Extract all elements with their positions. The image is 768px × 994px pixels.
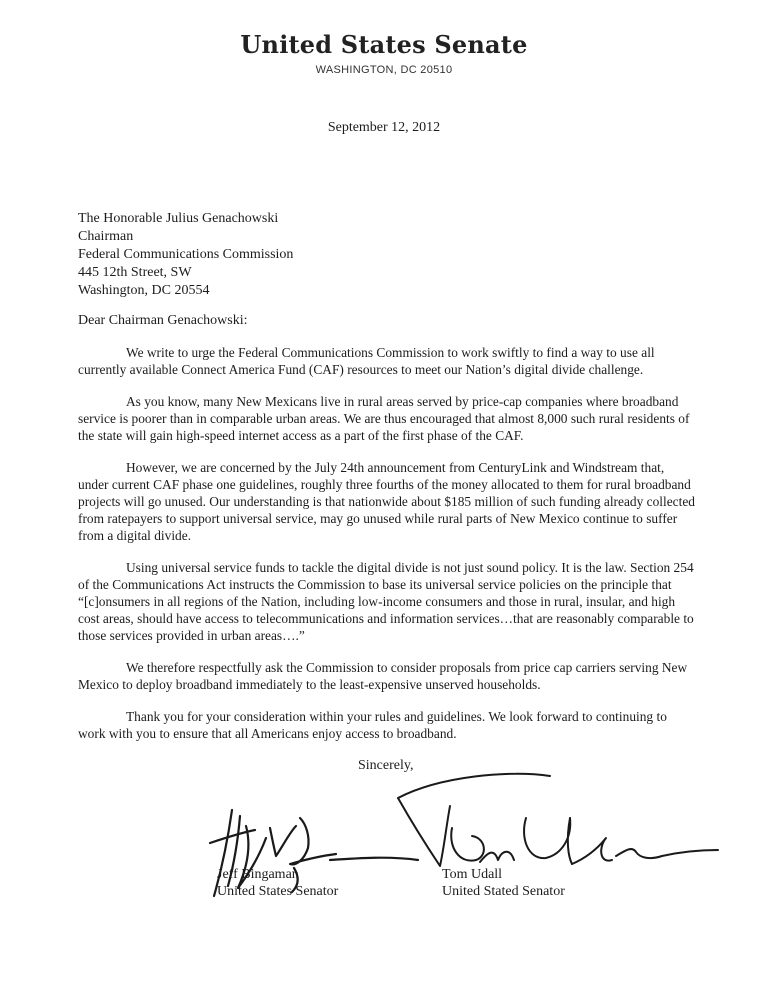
signer-block-left bbox=[217, 866, 338, 900]
recipient-line: Washington, DC 20554 bbox=[78, 283, 210, 298]
body-paragraph: We therefore respectfully ask the Commission to consider proposals from price cap carriers serving New Mexico to deploy broadband immediately to the least-expensive unserved households. bbox=[78, 660, 688, 692]
signer-title: United States Senator bbox=[217, 884, 339, 899]
closing: Sincerely, bbox=[358, 758, 414, 773]
body-paragraph: Using universal service funds to tackle the digital divide is not just sound policy. It is the law. Section 254 of the Communications Act instructs the Commission to base its universal service policies on the principle that “[c]onsumers in all regions of the Nation, including low-income consumers and those in rural, insular, and high cost areas, should have access to telecommunications and information services…that are reasonably comparable to those services provided in urban areas….” bbox=[78, 560, 694, 643]
body-paragraph: As you know, many New Mexicans live in rural areas served by price-cap companies where broadband service is poorer than in comparable urban areas. We are thus encouraged that almost 8,000 such rural residents of the state will gain high-speed internet access as a part of the first phase of the CAF. bbox=[78, 394, 690, 443]
recipient-address bbox=[78, 210, 293, 300]
recipient-line: 445 12th Street, SW bbox=[78, 265, 192, 280]
letterhead-address: WASHINGTON, DC 20510 bbox=[315, 64, 453, 76]
signer-block-right bbox=[442, 866, 565, 900]
body-paragraph: We write to urge the Federal Communications Commission to work swiftly to find a way to use all currently available Connect America Fund (CAF) resources to meet our Nation’s digital divide challenge. bbox=[78, 345, 655, 377]
body-paragraph: However, we are concerned by the July 24th announcement from CenturyLink and Windstream that, under current CAF phase one guidelines, roughly three fourths of the money allocated to them for rural broadband projects will go unused. Our understanding is that nationwide about $185 million of such funding already collected from ratepayers to support universal service, may go unused while rural parts of New Mexico continue to suffer from a digital divide. bbox=[78, 460, 695, 543]
letterhead-title: United States Senate bbox=[240, 30, 528, 59]
letter-date: September 12, 2012 bbox=[327, 120, 441, 135]
letter-body bbox=[78, 344, 696, 757]
recipient-line: Federal Communications Commission bbox=[78, 247, 294, 262]
signature-udall bbox=[398, 774, 718, 866]
body-paragraph: Thank you for your consideration within your rules and guidelines. We look forward to continuing to work with you to ensure that all Americans enjoy access to broadband. bbox=[78, 709, 667, 741]
recipient-line: The Honorable Julius Genachowski bbox=[78, 211, 279, 226]
salutation: Dear Chairman Genachowski: bbox=[78, 313, 248, 328]
recipient-line: Chairman bbox=[78, 229, 134, 244]
signer-title: United Stated Senator bbox=[442, 884, 565, 899]
signer-name: Jeff Bingaman bbox=[217, 867, 299, 882]
signer-name: Tom Udall bbox=[442, 867, 503, 882]
